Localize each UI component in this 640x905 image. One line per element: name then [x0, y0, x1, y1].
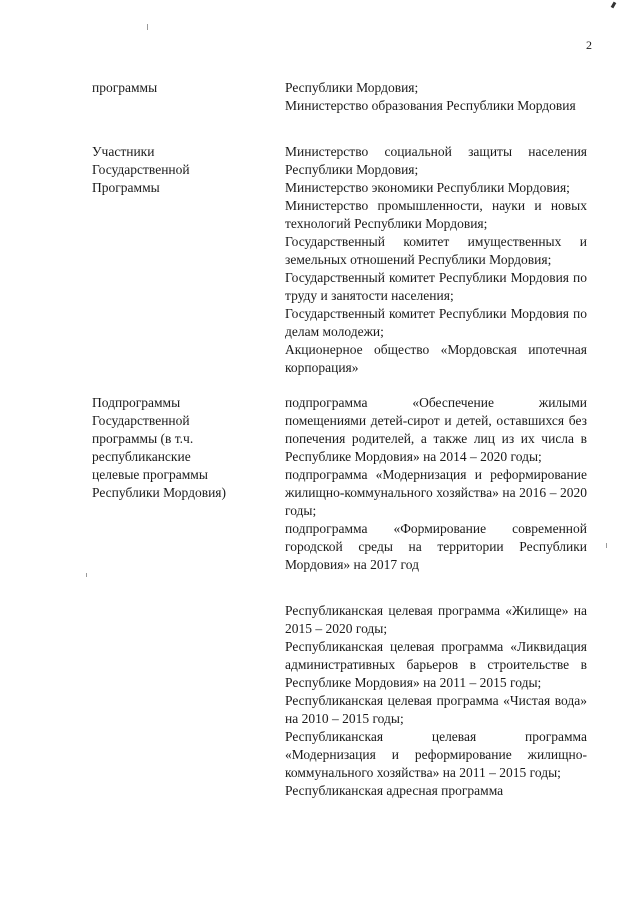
list-item: Министерство промышленности, науки и новых технологий Республики Мордовия;	[285, 198, 587, 231]
scan-speck	[147, 24, 148, 30]
list-item: Министерство образования Республики Мордовия	[285, 98, 576, 113]
list-item: Министерство экономики Республики Мордовия;	[285, 180, 570, 195]
label-line: Государственной	[92, 162, 190, 177]
section-content	[285, 394, 587, 800]
scan-speck	[606, 543, 607, 548]
section-content	[285, 143, 587, 377]
label-line: Участники	[92, 144, 155, 159]
section-content	[285, 79, 587, 115]
label-line: Программы	[92, 180, 160, 195]
label-line: Подпрограммы	[92, 395, 181, 410]
list-item: подпрограмма «Обеспечение жилыми помещениями детей-сирот и детей, оставшихся без попечения родителей, а также лиц из их числа в Республике Мордовия» на 2014 – 2020 годы;	[285, 395, 587, 464]
list-item: Республиканская адресная программа	[285, 783, 504, 798]
list-item: подпрограмма «Формирование современной городской среды на территории Республики Мордовия» на 2017 год	[285, 521, 587, 572]
list-item: Республиканская целевая программа «Жилище» на 2015 – 2020 годы;	[285, 603, 587, 636]
scan-speck	[86, 573, 87, 577]
section-label	[92, 394, 272, 502]
list-item: Акционерное общество «Мордовская ипотечная корпорация»	[285, 342, 587, 375]
section-label	[92, 143, 272, 197]
list-item: Республиканская целевая программа «Ликвидация административных барьеров в строительстве в Республике Мордовия» на 2011 – 2015 годы;	[285, 639, 587, 690]
scan-mark	[611, 2, 617, 9]
gap	[285, 574, 587, 602]
label-line: программы (в т.ч.	[92, 431, 194, 446]
label-line: Республики Мордовия)	[92, 485, 227, 500]
page-number: 2	[586, 38, 592, 52]
list-item: Государственный комитет Республики Мордовия по делам молодежи;	[285, 306, 587, 339]
list-item: Республиканская целевая программа «Чистая вода» на 2010 – 2015 годы;	[285, 693, 587, 726]
list-item: Республики Мордовия;	[285, 80, 419, 95]
label-line: целевые программы	[92, 467, 208, 482]
list-item: подпрограмма «Модернизация и реформирование жилищно-коммунального хозяйства» на 2016 – 2020 годы;	[285, 467, 587, 518]
label-line: программы	[92, 80, 158, 95]
section-label	[92, 79, 272, 97]
list-item: Государственный комитет имущественных и земельных отношений Республики Мордовия;	[285, 234, 587, 267]
label-line: республиканские	[92, 449, 191, 464]
list-item: Государственный комитет Республики Мордовия по труду и занятости населения;	[285, 270, 587, 303]
list-item: Республиканская целевая программа «Модернизация и реформирование жилищно-коммунального хозяйства» на 2011 – 2015 годы;	[285, 729, 587, 780]
label-line: Государственной	[92, 413, 190, 428]
list-item: Министерство социальной защиты населения Республики Мордовия;	[285, 144, 587, 177]
